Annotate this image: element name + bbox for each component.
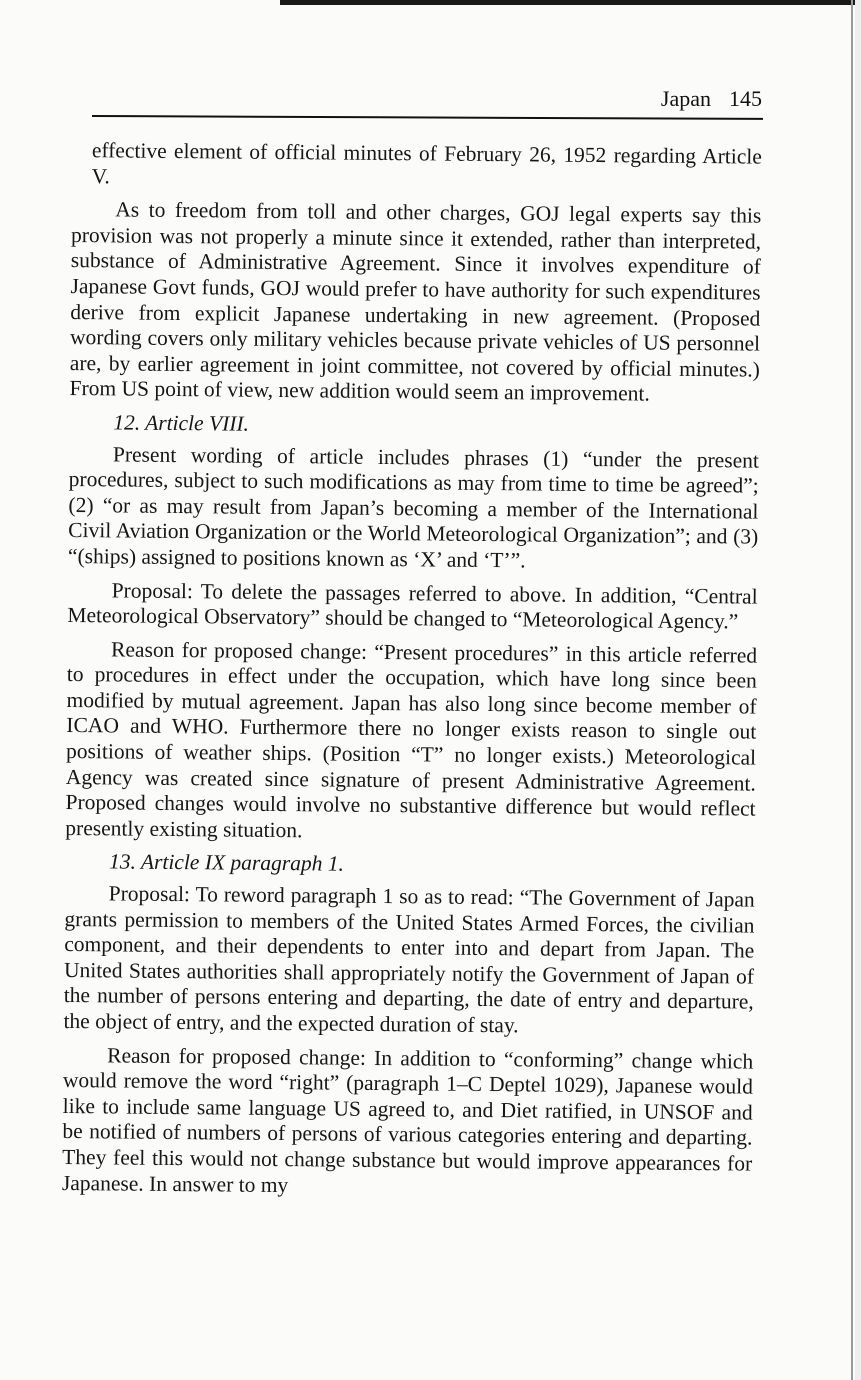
scan-edge-shadow bbox=[855, 0, 861, 1380]
paragraph-proposal-ix: Proposal: To reword paragraph 1 so as to read: “The Government of Japan grants permission to members of the United States Armed Forces, the civilian component, and their dependents to enter into and depart from Japan. The United States authorities shall appropriately notify the Government of Japan of the number of persons entering and departing, the date of entry and departure, the object of entry, and the expected duration of stay. bbox=[63, 881, 755, 1038]
paragraph-continued: effective element of official minutes of February 26, 1952 regarding Article V. bbox=[91, 138, 762, 188]
running-head bbox=[92, 86, 762, 112]
paragraph-present-wording: Present wording of article includes phrases (1) “under the present procedures, subject to such modifications as may from time to time be agreed”; (2) “or as may result from Japan’s becoming a member of the International Civil Aviation Organization or the World Meteorological Organization”; and (3) “(ships) assigned to positions known as ‘X’ and ‘T’”. bbox=[67, 441, 760, 573]
running-head-title: Japan bbox=[660, 86, 711, 111]
section-heading-article-viii: 12. Article VIII. bbox=[113, 410, 250, 436]
body-text bbox=[62, 138, 762, 1211]
header-rule bbox=[92, 115, 763, 120]
paragraph-toll-charges: As to freedom from toll and other charges, GOJ legal experts say this provision was not properly a minute since it extended, rather than interpreted, substance of Administrative Agreement. Since it involves expenditure of Japanese Govt funds, GOJ would prefer to have authority for such expenditures derive from explicit Japanese undertaking in new agreement. (Proposed wording covers only military vehicles because private vehicles of US personnel are, by earlier agreement in joint committee, not covered by official minutes.) From US point of view, new addition would seem an improvement. bbox=[69, 197, 762, 406]
paragraph-reason-ix: Reason for proposed change: In addition to “conforming” change which would remove the word “right” (paragraph 1–C Deptel 1029), Japanese would like to include same language US agreed to, and Diet ratified, in UNSOF and be notified of numbers of persons of various categories entering and departing. They feel this would not change substance but would improve appearances for Japanese. In answer to my bbox=[61, 1042, 754, 1197]
page-number: 145 bbox=[729, 86, 762, 111]
scan-edge-line bbox=[851, 0, 853, 1380]
section-heading-article-ix: 13. Article IX paragraph 1. bbox=[108, 849, 345, 877]
scan-edge-bar bbox=[280, 0, 861, 5]
paragraph-proposal-viii: Proposal: To delete the passages referred to above. In addition, “Central Meteorological Observatory” should be changed to “Meteorological Agency.” bbox=[67, 577, 758, 634]
paragraph-reason-viii: Reason for proposed change: “Present procedures” in this article referred to procedures in effect under the occupation, which have long since been modified by mutual agreement. Japan has also long since become member of ICAO and WHO. Furthermore there no longer exists reason to single out positions of weather ships. (Position “T” no longer exists.) Meteorological Agency was created since signature of present Administrative Agreement. Proposed changes would involve no substantive difference but would reflect presently existing situation. bbox=[65, 637, 758, 843]
